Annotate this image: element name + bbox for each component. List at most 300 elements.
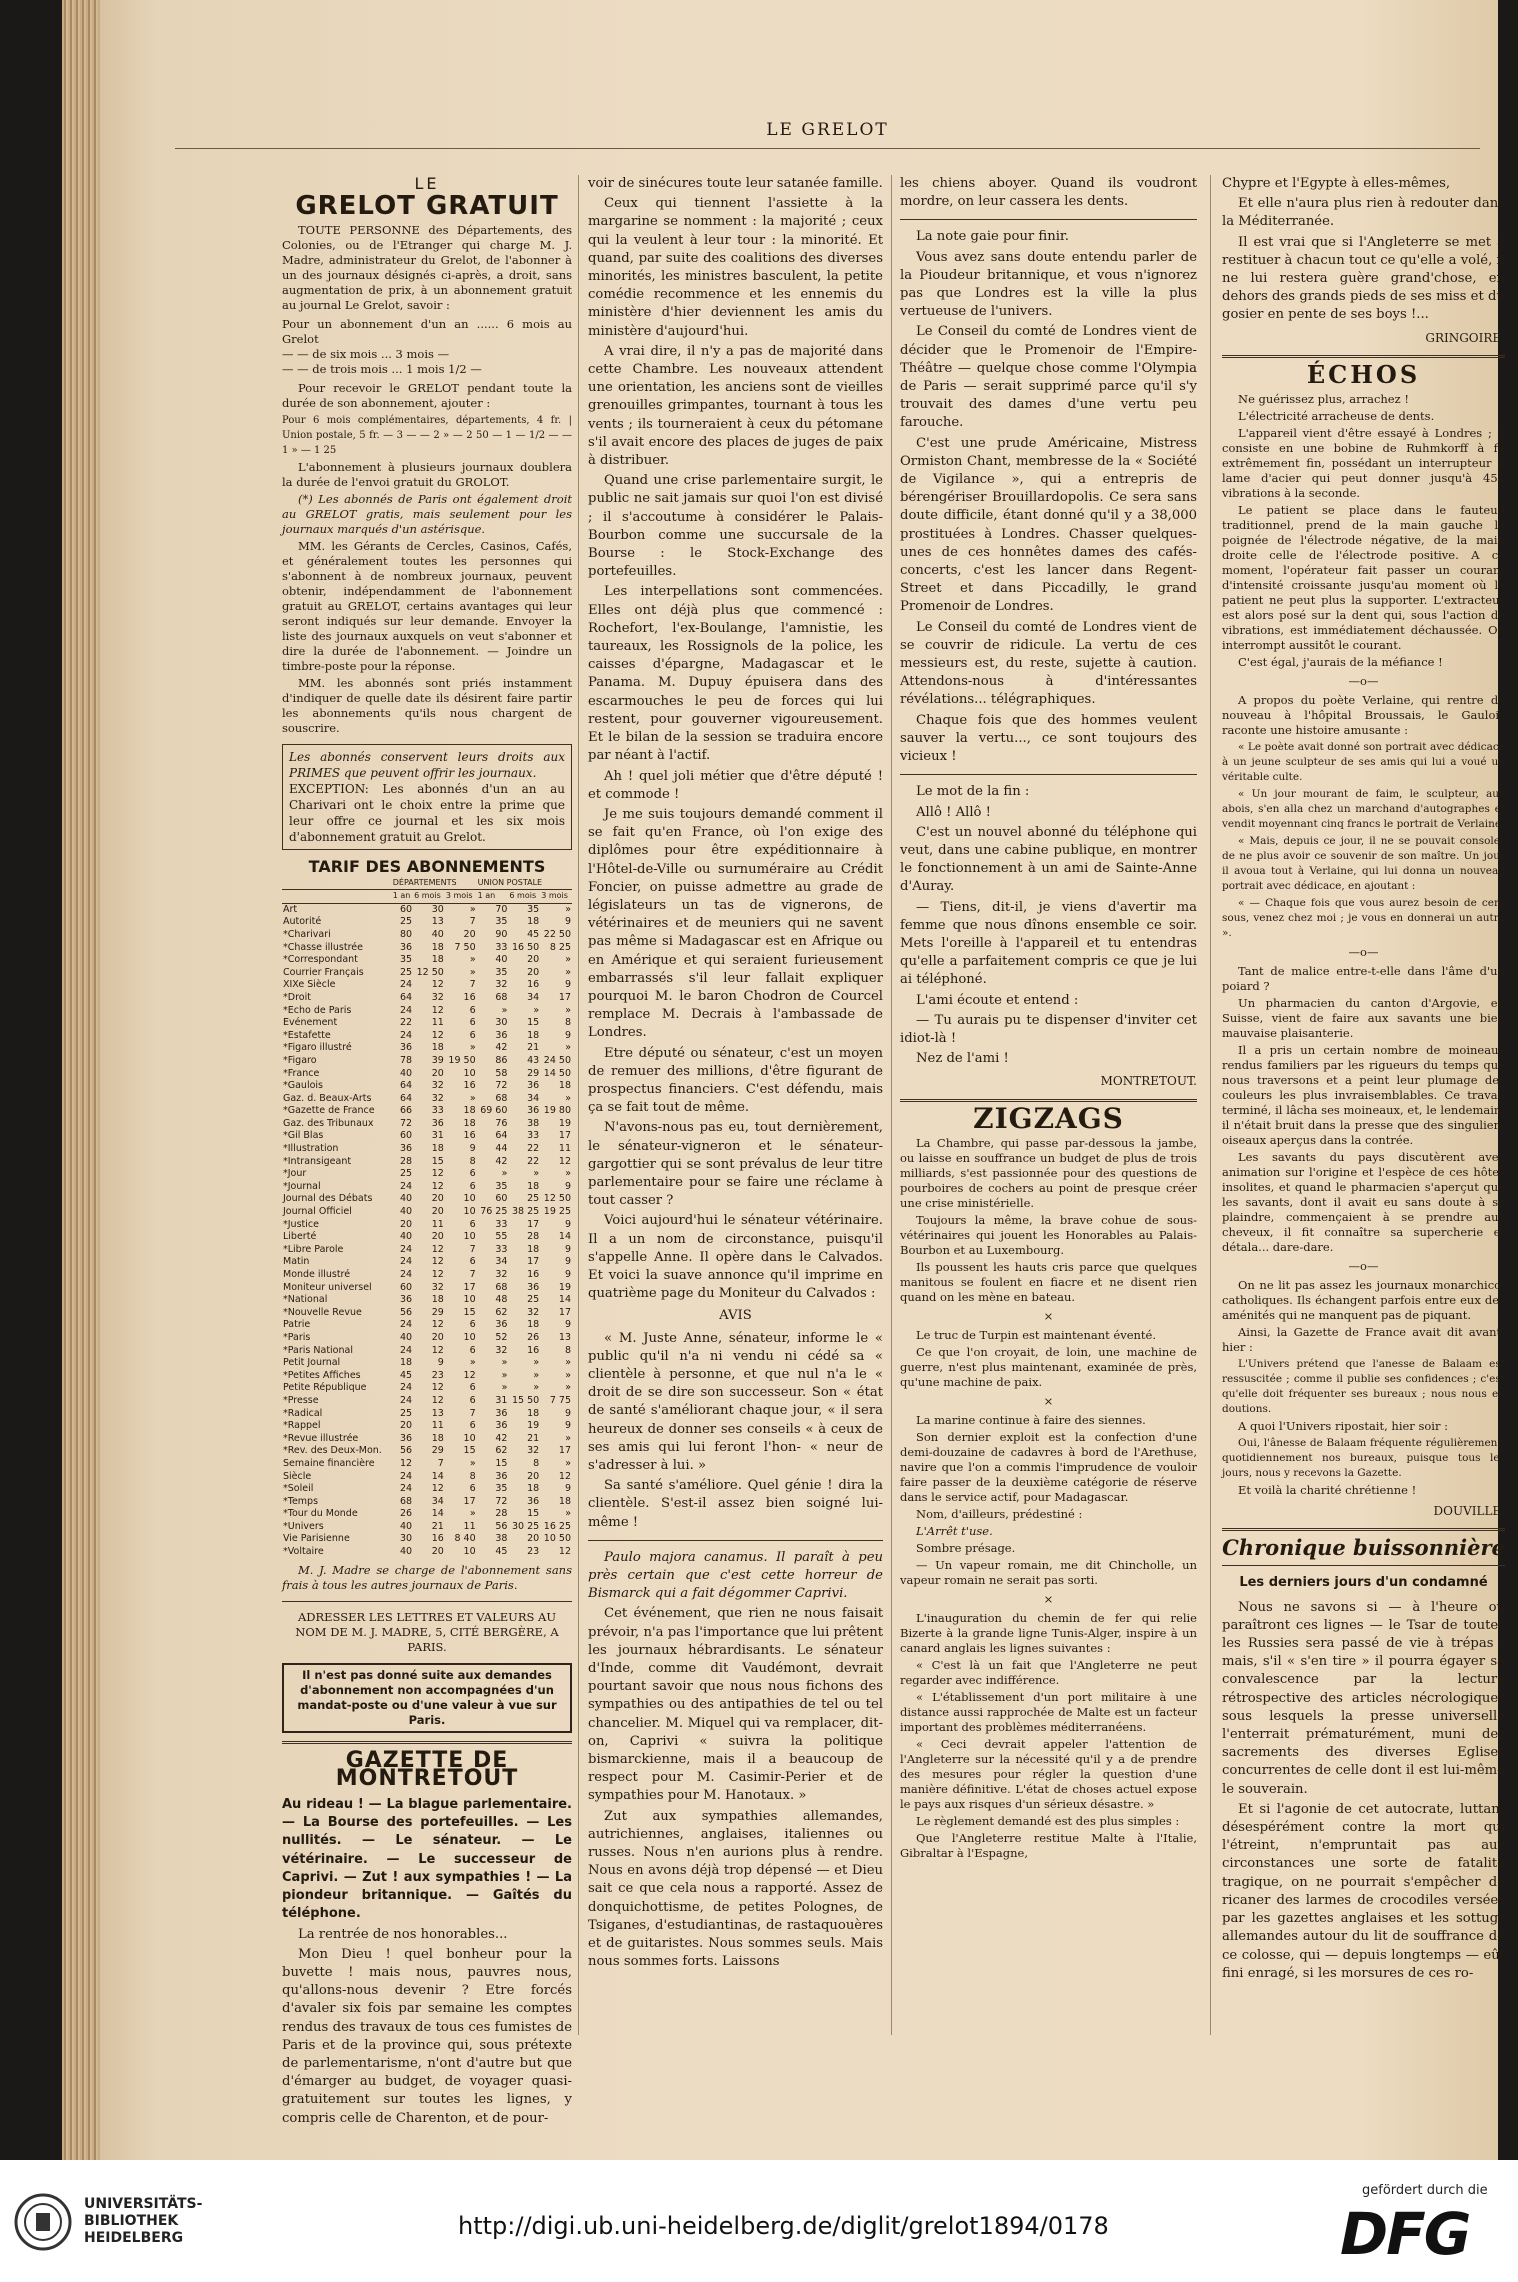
- price-cell: »: [565, 954, 571, 966]
- tarif-subheader: 1 an: [392, 890, 413, 904]
- column-rule: [891, 175, 892, 2035]
- price-cell: 9: [564, 979, 571, 991]
- price-cell: 19: [558, 1281, 571, 1293]
- paragraph: L'Arrêt t'use.: [916, 1523, 993, 1538]
- price-cell: 24: [399, 1256, 413, 1268]
- price-cell: 9: [564, 1269, 571, 1281]
- tarif-row: [282, 1533, 572, 1546]
- paragraph: « Ceci devrait appeler l'attention de l'Angleterre sur la nécessité qu'il y a de prendre des mesures pour régler la question d'une manière définitive. L'état de choses actuel expose le pays aux risques d'un sérieux désastre. »: [900, 1736, 1197, 1811]
- tarif-title: TARIF DES ABONNEMENTS: [308, 857, 546, 877]
- tarif-row: [282, 1433, 572, 1446]
- price-cell: 76: [495, 1117, 508, 1129]
- price-cell: 32: [495, 979, 508, 991]
- paragraph: Ils poussent les hauts cris parce que quelques manitous se foulent en fiacre et ne disent rien quand on les mène en bateau.: [900, 1259, 1197, 1304]
- price-cell: 36: [527, 1080, 540, 1092]
- price-cell: »: [501, 1004, 508, 1016]
- price-cell: 11: [463, 1520, 476, 1532]
- price-cell: 9: [564, 1483, 571, 1495]
- price-cell: »: [469, 903, 476, 915]
- paragraph: « Le poète avait donné son portrait avec dédicace à un jeune sculpteur de ses amis qui lui a voué un véritable culte.: [1222, 741, 1505, 784]
- price-cell: »: [565, 1457, 571, 1469]
- journal-name: XIXe Siècle: [283, 979, 336, 991]
- paragraph: « Un jour mourant de faim, le sculpteur, aux abois, s'en alla chez un marchand d'autographes et vendit moyennant cinq francs le portrait de Verlaine.: [1222, 788, 1505, 831]
- paragraph: C'est égal, j'aurais de la méfiance !: [1238, 655, 1443, 670]
- price-cell: 8: [533, 1457, 540, 1469]
- price-cell: 24: [399, 1243, 413, 1255]
- journal-name: *Rappel: [283, 1420, 321, 1432]
- price-cell: 44: [495, 1143, 508, 1155]
- price-cell: 66: [399, 1105, 413, 1117]
- price-cell: 10 50: [543, 1533, 571, 1545]
- paragraph: — Un vapeur romain, me dit Chincholle, un vapeur romain ne serait pas sorti.: [900, 1557, 1197, 1587]
- price-cell: 40: [495, 954, 508, 966]
- journal-name: *Libre Parole: [283, 1243, 344, 1255]
- paragraph: Chypre et l'Egypte à elles-mêmes,: [1222, 176, 1451, 191]
- price-cell: 56: [399, 1445, 413, 1457]
- price-cell: 12 50: [543, 1193, 571, 1205]
- price-cell: 20: [431, 1231, 444, 1243]
- price-cell: 14: [558, 1294, 571, 1306]
- price-cell: »: [501, 1382, 508, 1394]
- primes-box: [282, 744, 572, 850]
- price-cell: 9: [564, 1243, 571, 1255]
- price-cell: 68: [495, 991, 508, 1003]
- tarif-row: [282, 1130, 572, 1143]
- price-cell: 28: [527, 1231, 540, 1243]
- paragraph: Ceux qui tiennent l'assiette à la margarine se nomment : la majorité ; ceux qui la veulent à leur tour : la minorité. Et quand, par suite des coalitions des diverses minorités, les ministres basculent, la petite comédie recommence et les ennemis du ministère d'hier deviennent les amis du ministère d'aujourd'hui.: [588, 196, 883, 339]
- tarif-row: [282, 1282, 572, 1295]
- chronique-title: Chronique buissonnière: [1222, 1535, 1505, 1561]
- price-cell: »: [469, 1042, 476, 1054]
- journal-name: *Figaro illustré: [283, 1042, 352, 1054]
- price-cell: 8: [469, 1155, 476, 1167]
- price-cell: 25: [527, 1294, 540, 1306]
- price-cell: 15 50: [511, 1394, 540, 1406]
- journal-name: Evénement: [283, 1017, 338, 1029]
- price-cell: 36: [431, 1117, 444, 1129]
- price-cell: 36: [495, 1319, 508, 1331]
- price-cell: 36: [527, 1281, 540, 1293]
- price-cell: 35: [495, 916, 508, 928]
- document-url[interactable]: http://digi.ub.uni-heidelberg.de/diglit/grelot1894/0178: [458, 2212, 1109, 2240]
- price-cell: 56: [495, 1520, 508, 1532]
- journal-name: *Gaulois: [283, 1080, 323, 1092]
- price-cell: »: [565, 1004, 571, 1016]
- price-cell: 34: [527, 991, 540, 1003]
- paragraph: Et si l'agonie de cet autocrate, luttant désespérément contre la mort qui l'étreint, n'empruntait pas aux circonstances une sorte de fatalité tragique, on ne pourrait s'empêcher de ricaner des larmes de crocodiles versées par les gazettes anglaises et les sottugs allemandes autour du lit de souffrance de ce colosse, qui — depuis longtemps — eût fini enragé, si les morsures de ces ro-: [1222, 1801, 1505, 1981]
- price-cell: 10: [463, 1206, 476, 1218]
- price-cell: 24: [399, 1029, 413, 1041]
- price-cell: 32: [527, 1445, 540, 1457]
- intro-text: TOUTE PERSONNE des Départements, des Colonies, ou de l'Etranger qui charge M. J. Madre, administrateur du Grelot, de l'abonner à un des journaux désignés ci-après, a droit, sans augmentation de prix, à un abonnement gratuit au journal Le Grelot, savoir :: [282, 223, 572, 313]
- address: ADRESSER LES LETTRES ET VALEURS AU NOM DE M. J. MADRE, 5, CITÉ BERGÈRE, A PARIS.: [295, 1609, 559, 1654]
- price-cell: 17: [463, 1495, 476, 1507]
- tarif-subheader: 1 an: [477, 890, 509, 904]
- price-cell: 25: [399, 1407, 413, 1419]
- price-cell: »: [565, 966, 571, 978]
- paragraph: Et voilà la charité chrétienne !: [1238, 1483, 1417, 1498]
- price-cell: 16: [527, 1344, 540, 1356]
- divider: [1222, 355, 1505, 358]
- paragraph: La marine continue à faire des siennes.: [916, 1412, 1146, 1427]
- price-cell: 10: [463, 1331, 476, 1343]
- price-cell: »: [565, 1357, 571, 1369]
- price-cell: 36: [399, 1042, 413, 1054]
- price-cell: 30: [431, 903, 444, 915]
- journal-name: *Illustration: [283, 1143, 339, 1155]
- price-cell: 11: [431, 1420, 444, 1432]
- price-cell: 68: [399, 1495, 413, 1507]
- journal-name: Journal des Débats: [283, 1193, 373, 1205]
- price-cell: 40: [399, 1331, 413, 1343]
- paragraph: C'est une prude Américaine, Mistress Ormiston Chant, membresse de la « Société de Vigilance », qui a entrepris de bérengériser Brouillardopolis. Ce sera sans doute difficile, étant donné qu'il y a 38,000 prostituées à Londres. Chasser quelques-unes de ces honnêtes dames des cafés-concerts, c'est les lancer dans Regent-Street et dans Piccadilly, le grand Promenoir de Londres.: [900, 435, 1197, 615]
- price-cell: 33: [527, 1130, 540, 1142]
- price-cell: 18: [463, 1105, 476, 1117]
- price-cell: 16 50: [511, 941, 540, 953]
- tarif-row: [282, 1471, 572, 1484]
- journal-name: *Gazette de France: [283, 1105, 375, 1117]
- paragraph: Nous ne savons si — à l'heure où paraîtront ces lignes — le Tsar de toutes les Russies sera passé de vie à trépas ; mais, s'il « s'en tire » il pourra égayer sa convalescence par la lecture rétrospective des articles nécrologiques sous lesquels la presse universelle l'enterrait prématurément, muni des sacrements des diverses Eglises concurrentes de celle dont il est lui-même le souverain.: [1222, 1599, 1505, 1797]
- journal-name: Art: [283, 903, 298, 915]
- price-cell: 69 60: [480, 1105, 508, 1117]
- price-cell: 9: [564, 1180, 571, 1192]
- paragraph: Nom, d'ailleurs, prédestiné :: [916, 1506, 1083, 1521]
- price-cell: 9: [564, 1319, 571, 1331]
- price-cell: 15: [463, 1445, 476, 1457]
- price-cell: 62: [495, 1445, 508, 1457]
- journal-name: Semaine financière: [283, 1457, 375, 1469]
- price-cell: 17: [558, 1445, 571, 1457]
- price-cell: 90: [495, 928, 508, 940]
- paragraph: Toujours la même, la brave cohue de sous-vétérinaires qui jouent les Honorables au Palais-Bourbon et au Luxembourg.: [900, 1212, 1197, 1257]
- price-cell: 39: [431, 1054, 444, 1066]
- price-cell: 8: [469, 1470, 476, 1482]
- journal-name: Petite République: [283, 1382, 367, 1394]
- paragraph: Nez de l'ami !: [916, 1051, 1009, 1067]
- price-cell: 17: [558, 1130, 571, 1142]
- price-cell: 10: [463, 1193, 476, 1205]
- paragraph: Il a pris un certain nombre de moineaux rendus familiers par les rigueurs du temps que nous traversons et a peint leur plumage des couleurs les plus invraisemblables. Ce travail terminé, il lâcha ses moineaux, et, le lendemain, il n'était bruit dans la presse que des singuliers oiseaux aperçus dans la contrée.: [1222, 1043, 1505, 1148]
- price-cell: 6: [469, 1218, 476, 1230]
- paragraph: Le règlement demandé est des plus simples :: [916, 1813, 1180, 1828]
- price-cell: 9: [564, 1029, 571, 1041]
- price-cell: 35: [527, 903, 540, 915]
- price-cell: 19 25: [543, 1206, 571, 1218]
- paragraph: Le Conseil du comté de Londres vient de se couvrir de ridicule. La vertu de ces messieurs est, du reste, sujette à caution. Attendons-nous à d'intéressantes révélations... télégraphiques.: [900, 619, 1197, 708]
- price-cell: 15: [431, 1155, 444, 1167]
- journal-name: *Paris National: [283, 1344, 353, 1356]
- price-cell: 33: [431, 1105, 444, 1117]
- divider: [588, 1540, 883, 1541]
- price-cell: »: [501, 1168, 508, 1180]
- tarif-row: [282, 1005, 572, 1018]
- paragraph: voir de sinécures toute leur satanée famille.: [588, 176, 883, 191]
- price-cell: 78: [399, 1054, 413, 1066]
- tarif-row: [282, 929, 572, 942]
- tarif-row: [282, 954, 572, 967]
- price-cell: 25: [399, 916, 413, 928]
- paragraph: Chaque fois que des hommes veulent sauver la vertu..., ce sont toujours des vicieux !: [900, 712, 1197, 765]
- price-cell: 22 50: [543, 928, 571, 940]
- price-cell: 58: [495, 1067, 508, 1079]
- price-cell: 34: [495, 1256, 508, 1268]
- price-cell: 18: [431, 954, 444, 966]
- price-cell: »: [469, 1092, 476, 1104]
- tarif-row: [282, 1395, 572, 1408]
- price-cell: 43: [527, 1054, 540, 1066]
- tarif-row: [282, 1068, 572, 1081]
- price-cell: »: [565, 1092, 571, 1104]
- price-cell: 7: [469, 1243, 476, 1255]
- journal-name: Vie Parisienne: [283, 1533, 350, 1545]
- dfg-logo: DFG: [1340, 2200, 1470, 2268]
- cross-separator: ×: [1043, 1591, 1054, 1606]
- price-cell: 14: [431, 1470, 444, 1482]
- price-cell: 24: [399, 1470, 413, 1482]
- paragraph: Le mot de la fin :: [916, 784, 1030, 800]
- price-cell: 20: [431, 1546, 444, 1558]
- price-cell: 6: [469, 1420, 476, 1432]
- price-cell: 25: [399, 966, 413, 978]
- tarif-row: [282, 1307, 572, 1320]
- tarif-row: [282, 1458, 572, 1471]
- price-cell: 22: [527, 1143, 540, 1155]
- price-cell: 33: [495, 1218, 508, 1230]
- column-3: [900, 175, 1197, 2035]
- tarif-row: [282, 1483, 572, 1496]
- price-cell: 29: [431, 1306, 444, 1318]
- price-cell: 15: [527, 1508, 540, 1520]
- price-cell: 48: [495, 1294, 508, 1306]
- price-cell: 32: [431, 1281, 444, 1293]
- offer-list: [282, 317, 572, 377]
- tarif-row: [282, 1357, 572, 1370]
- paragraph: Paulo majora canamus. Il paraît à peu près certain que c'est cette horreur de Bismarck qui a fait dégommer Caprivi.: [588, 1549, 883, 1602]
- price-cell: 20: [527, 1533, 540, 1545]
- tarif-row: [282, 1156, 572, 1169]
- price-cell: 17: [558, 1306, 571, 1318]
- column-1: [282, 174, 572, 2126]
- price-cell: »: [533, 1004, 540, 1016]
- price-cell: 70: [495, 903, 508, 915]
- price-cell: »: [533, 1369, 540, 1381]
- divider: [1222, 1565, 1505, 1566]
- price-cell: 64: [399, 1092, 413, 1104]
- journal-name: Courrier Français: [283, 966, 364, 978]
- price-cell: 24: [399, 1004, 413, 1016]
- price-cell: 18: [431, 941, 444, 953]
- journal-name: *Paris: [283, 1331, 311, 1343]
- tarif-row: [282, 1042, 572, 1055]
- price-cell: 36: [495, 1470, 508, 1482]
- price-cell: »: [533, 1382, 540, 1394]
- price-cell: 33: [495, 941, 508, 953]
- price-cell: 16: [463, 1130, 476, 1142]
- price-cell: 36: [495, 1420, 508, 1432]
- journal-name: *National: [283, 1294, 328, 1306]
- price-cell: 22: [527, 1155, 540, 1167]
- tarif-row: [282, 1294, 572, 1307]
- price-cell: 26: [527, 1331, 540, 1343]
- paragraph: « Mais, depuis ce jour, il ne se pouvait consoler de ne plus avoir ce souvenir de son maître. Un jour il avoua tout à Verlaine, qui lui donna un nouveau portrait avec dédicace, en ajoutant :: [1222, 835, 1505, 893]
- price-cell: 6: [469, 1168, 476, 1180]
- journal-name: *Correspondant: [283, 954, 358, 966]
- avis-text: « M. Juste Anne, sénateur, informe le « public qu'il n'a ni vendu ni cédé sa « clientèle à personne, et que nul n'a le « droit de se dire son successeur. Son « état de santé s'améliorant chaque jour, « il sera heureux de donner ses conseils « à ceux de ses amis qui lui feront l'hon- « neur de s'adresser à lui. »: [588, 1330, 883, 1474]
- price-cell: 9: [564, 1420, 571, 1432]
- journal-name: *Estafette: [283, 1029, 331, 1041]
- price-cell: 20: [527, 966, 540, 978]
- journal-name: *Rev. des Deux-Mon.: [283, 1445, 382, 1457]
- price-cell: 16: [527, 1269, 540, 1281]
- grelot-gratuit-title: GRELOT GRATUIT: [295, 191, 559, 222]
- price-cell: 18: [463, 1117, 476, 1129]
- journal-name: Petit Journal: [283, 1357, 341, 1369]
- price-cell: 12: [431, 979, 444, 991]
- price-cell: 68: [495, 1092, 508, 1104]
- tarif-row: [282, 1382, 572, 1395]
- price-cell: 64: [399, 991, 413, 1003]
- gazette-title: GAZETTE DE MONTRETOUT: [335, 1747, 519, 1791]
- price-cell: 24 50: [543, 1054, 571, 1066]
- paragraph: Les interpellations sont commencées. Elles ont déjà plus que commencé : Rochefort, l'ex-Boulange, l'amnistie, les taureaux, les Rossignols de la police, les caisses d'épargne, Madagascar et le Panama. M. Dupuy épuisera dans des escarmouches le peu de forces qui lui restent, pour gouverner vigoureusement. Et le bilan de la session se traduira encore par néant à l'actif.: [588, 584, 883, 764]
- price-cell: »: [565, 1508, 571, 1520]
- price-cell: »: [469, 1457, 476, 1469]
- paragraph: L'inauguration du chemin de fer qui relie Bizerte à la grande ligne Tunis-Alger, inspire à un canard anglais les lignes suivantes :: [900, 1610, 1197, 1655]
- paragraph: Voici aujourd'hui le sénateur vétérinaire. Il a un nom de circonstance, puisqu'il s'appelle Anne. Il opère dans le Calvados. Et voici la suave annonce qu'il imprime en quatrième page du Moniteur du Calvados :: [588, 1213, 883, 1302]
- price-cell: 12 50: [416, 966, 444, 978]
- divider: [282, 1741, 572, 1744]
- price-cell: 24: [399, 979, 413, 991]
- paragraph: Les savants du pays discutèrent avec animation sur l'origine et l'espèce de ces hôtes insolites, et quand le pharmacien s'aperçut que les savants, dont il avait eu sans doute à se plaindre, commençaient à se prendre aux cheveux, il fit connaître sa supercherie et détala... dare-dare.: [1222, 1150, 1505, 1255]
- paragraph: L'appareil vient d'être essayé à Londres ; il consiste en une bobine de Ruhmkorff à fil extrêmement fin, possédant un interrupteur à lame d'acier qui peut donner jusqu'à 452 vibrations à la seconde.: [1222, 426, 1505, 501]
- price-cell: 7 50: [454, 941, 476, 953]
- tarif-row: [282, 1508, 572, 1521]
- price-cell: 26: [399, 1508, 413, 1520]
- price-cell: 20: [431, 1193, 444, 1205]
- journal-name: *Charivari: [283, 928, 331, 940]
- price-cell: »: [565, 1382, 571, 1394]
- price-cell: 12: [431, 1382, 444, 1394]
- tarif-row: [282, 942, 572, 955]
- price-cell: 45: [527, 928, 540, 940]
- price-cell: 17: [527, 1218, 540, 1230]
- price-cell: 18: [431, 1294, 444, 1306]
- paragraph: La note gaie pour finir.: [916, 229, 1069, 245]
- price-cell: 32: [527, 1306, 540, 1318]
- journal-name: *Chasse illustrée: [283, 941, 363, 953]
- price-cell: 7: [469, 1407, 476, 1419]
- price-cell: 10: [463, 1432, 476, 1444]
- price-cell: 20: [527, 954, 540, 966]
- paragraph: Que l'Angleterre restitue Malte à l'Italie, Gibraltar à l'Espagne,: [900, 1830, 1197, 1860]
- tarif-row: [282, 1546, 572, 1559]
- tarif-row: [282, 1332, 572, 1345]
- price-cell: 36: [399, 1432, 413, 1444]
- tarif-subheader-blank: [282, 890, 392, 904]
- price-cell: 68: [495, 1281, 508, 1293]
- price-cell: 38 25: [511, 1206, 540, 1218]
- price-cell: 19: [527, 1420, 540, 1432]
- price-cell: 52: [495, 1331, 508, 1343]
- price-cell: 20: [431, 1331, 444, 1343]
- journal-name: *Nouvelle Revue: [283, 1306, 362, 1318]
- price-cell: 14: [431, 1508, 444, 1520]
- journal-name: Gaz. d. Beaux-Arts: [283, 1092, 372, 1104]
- tarif-row: [282, 1244, 572, 1257]
- paragraph: Le Conseil du comté de Londres vient de décider que le Promenoir de l'Empire-Théâtre — quelque chose comme l'Olympia de Paris — serait supprimé parce qu'il s'y trouvait des dames d'une vertu peu farouche.: [900, 324, 1197, 431]
- price-cell: 24: [399, 1382, 413, 1394]
- journal-name: *Presse: [283, 1394, 319, 1406]
- chronique-subtitle: Les derniers jours d'un condamné: [1239, 1575, 1488, 1591]
- separator: —o—: [1348, 674, 1379, 689]
- price-cell: 12: [431, 1394, 444, 1406]
- separator: —o—: [1348, 945, 1379, 960]
- price-cell: »: [565, 1042, 571, 1054]
- price-cell: 28: [399, 1155, 413, 1167]
- price-cell: 36: [399, 941, 413, 953]
- price-cell: 72: [495, 1080, 508, 1092]
- price-cell: 8: [564, 1017, 571, 1029]
- paragraph: C'est un nouvel abonné du téléphone qui veut, dans une cabine publique, en montrer le fonctionnement à un ami de Sainte-Anne d'Auray.: [900, 824, 1197, 895]
- paragraph: MM. les Gérants de Cercles, Casinos, Cafés, et généralement toutes les personnes qui s'abonnent à de nombreux journaux, peuvent obtenir, indépendamment de l'abonnement gratuit au GRELOT, certains avantages qui leur seront indiqués sur leur demande. Envoyer la liste des journaux auxquels on veut s'abonner et dire la durée de l'abonnement. — Joindre un timbre-poste pour la réponse.: [282, 539, 572, 674]
- price-cell: »: [469, 954, 476, 966]
- journal-name: *Temps: [283, 1495, 319, 1507]
- box-line: Les abonnés conservent leurs droits aux PRIMES que peuvent offrir les journaux.: [289, 750, 565, 781]
- price-cell: 13: [558, 1331, 571, 1343]
- supplement-table: Pour 6 mois complémentaires, départements, 4 fr. | Union postale, 5 fr. — 3 — — 2 » — 2 50 — 1 — 1/2 — — 1 » — 1 25: [282, 415, 572, 457]
- price-cell: 15: [527, 1017, 540, 1029]
- price-cell: 30 25: [511, 1520, 540, 1532]
- price-cell: 29: [527, 1067, 540, 1079]
- tarif-row: [282, 1030, 572, 1043]
- price-cell: »: [533, 1168, 540, 1180]
- journal-name: *Univers: [283, 1520, 324, 1532]
- tarif-row: [282, 1370, 572, 1383]
- price-cell: 31: [431, 1130, 444, 1142]
- paragraph: Le patient se place dans le fauteuil traditionnel, prend de la main gauche la poignée de l'électrode négative, de la main droite celle de l'électrode positive. A ce moment, l'opérateur fait passer un courant d'intensité croissante jusqu'au moment où le patient ne peut plus la supporter. L'extracteur est alors posé sur la dent qui, sous l'action de vibrations, est immédiatement déchaussée. On interrompt aussitôt le courant.: [1222, 503, 1505, 653]
- price-cell: 6: [469, 1180, 476, 1192]
- price-cell: 40: [399, 1206, 413, 1218]
- tarif-note: M. J. Madre se charge de l'abonnement sans frais à tous les autres journaux de Paris.: [282, 1562, 572, 1592]
- price-cell: »: [533, 1357, 540, 1369]
- journal-name: *Radical: [283, 1407, 323, 1419]
- paragraph: « — Chaque fois que vous aurez besoin de cent sous, venez chez moi ; je vous en donnerai un autre ».: [1222, 897, 1505, 940]
- price-cell: 28: [495, 1508, 508, 1520]
- price-cell: 9: [564, 916, 571, 928]
- price-cell: 12: [558, 1470, 571, 1482]
- price-cell: 6: [469, 1319, 476, 1331]
- price-cell: 7: [469, 979, 476, 991]
- tarif-row: [282, 1017, 572, 1030]
- price-cell: 18: [431, 1432, 444, 1444]
- paragraph: Ce que l'on croyait, de loin, une machine de guerre, n'est plus maintenant, examinée de près, qu'une machine de paix.: [900, 1344, 1197, 1389]
- paragraph: On ne lit pas assez les journaux monarchico-catholiques. Ils échangent parfois entre eux des aménités qui ne manquent pas de piquant.: [1222, 1278, 1505, 1323]
- price-cell: 38: [527, 1117, 540, 1129]
- column-4: [1222, 175, 1505, 2035]
- price-cell: 12: [431, 1256, 444, 1268]
- price-cell: 16 25: [543, 1520, 571, 1532]
- price-cell: 14 50: [543, 1067, 571, 1079]
- tarif-row: [282, 1521, 572, 1534]
- paragraph: « L'établissement d'un port militaire à une distance aussi rapprochée de Malte est un facteur important des problèmes méditerranéens.: [900, 1689, 1197, 1734]
- price-cell: 12: [431, 1004, 444, 1016]
- price-cell: 40: [399, 1546, 413, 1558]
- journal-name: *Journal: [283, 1180, 321, 1192]
- tarif-row: [282, 903, 572, 916]
- price-cell: 33: [495, 1243, 508, 1255]
- paragraph: (*) Les abonnés de Paris ont également droit au GRELOT gratis, mais seulement pour les journaux marqués d'un astérisque.: [282, 492, 572, 537]
- paragraph: L'électricité arracheuse de dents.: [1238, 409, 1435, 424]
